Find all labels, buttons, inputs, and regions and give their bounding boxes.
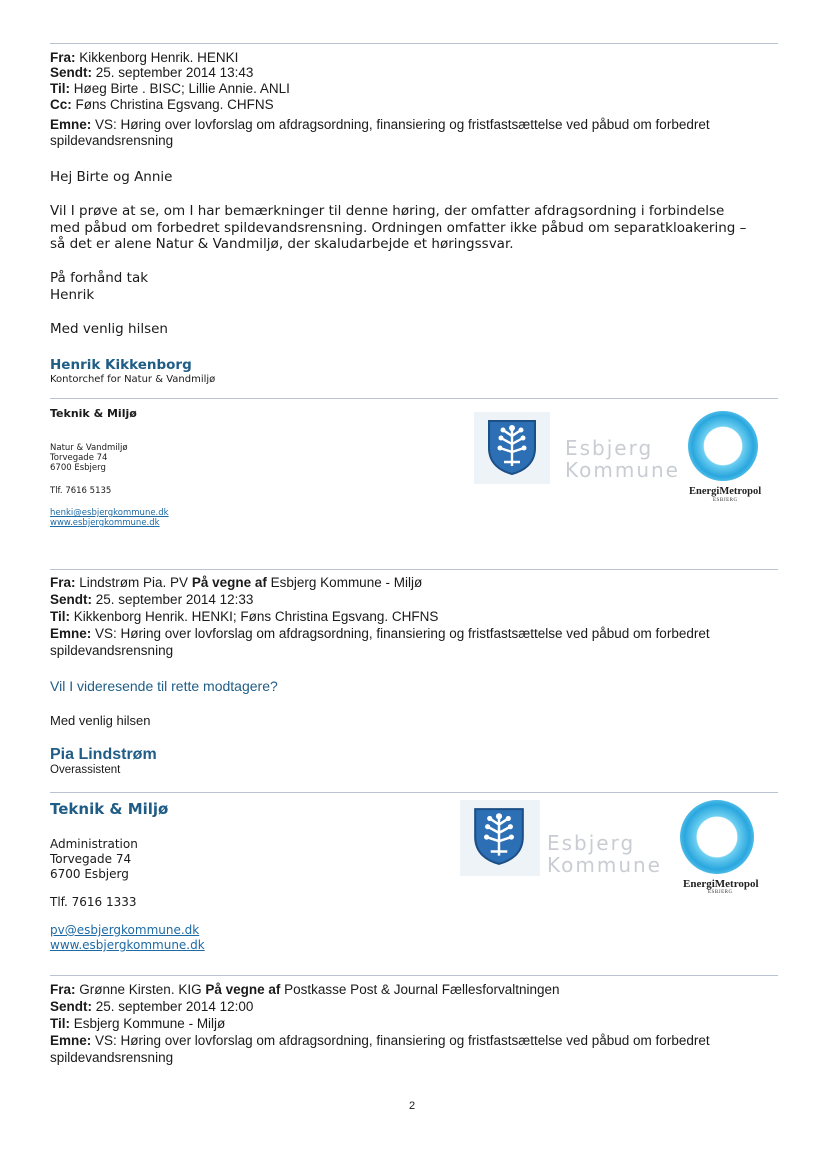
email3-from (50, 982, 560, 997)
org-name: Teknik & Miljø (50, 407, 137, 420)
to-label: Til: (50, 1016, 70, 1031)
separator-rule (50, 398, 778, 399)
separator-rule (50, 792, 778, 793)
email1-to (50, 81, 290, 96)
from-value: Lindstrøm Pia. PV (79, 575, 189, 590)
sent-label: Sendt: (50, 999, 92, 1014)
signature-title: Overassistent (50, 764, 121, 776)
web-link[interactable]: www.esbjergkommune.dk (50, 518, 160, 528)
from-value: Grønne Kirsten. KIG (79, 982, 202, 997)
forward-request: Vil I videresende til rette modtagere? (50, 678, 278, 694)
thanks-line: På forhånd tak (50, 270, 149, 286)
esbjerg-crest-icon (486, 418, 538, 476)
email1-cc (50, 97, 274, 112)
phone: Tlf. 7616 5135 (50, 486, 112, 496)
address-line: Torvegade 74 (50, 453, 108, 463)
from-label: Fra: (50, 982, 76, 997)
address-line: 6700 Esbjerg (50, 867, 129, 881)
energimetropol-ring-icon (680, 800, 754, 874)
sent-value: 25. september 2014 12:00 (95, 999, 254, 1014)
email1-subject-cont: spildevandsrensning (50, 133, 174, 148)
from-label: Fra: (50, 50, 76, 65)
body-line: Vil I prøve at se, om I har bemærkninger til denne høring, der omfatter afdragsordning i forbindelse (50, 203, 725, 219)
web-link[interactable]: www.esbjergkommune.dk (50, 938, 205, 952)
esbjerg-wordmark (565, 437, 680, 481)
address-line: 6700 Esbjerg (50, 463, 106, 473)
on-behalf-label: På vegne af (191, 575, 267, 590)
cc-label: Cc: (50, 97, 72, 112)
email1-address (50, 443, 128, 473)
separator-rule (50, 569, 778, 570)
on-behalf-value: Postkasse Post & Journal Fællesforvaltningen (284, 982, 560, 997)
wordmark-line: Esbjerg (547, 831, 636, 855)
email1-thanks (50, 270, 148, 303)
esbjerg-wordmark (547, 832, 662, 876)
wordmark-line: Kommune (565, 458, 680, 482)
energimetropol-name: EnergiMetropol (689, 486, 762, 497)
separator-rule (50, 43, 778, 44)
to-label: Til: (50, 609, 70, 624)
on-behalf-label: På vegne af (205, 982, 281, 997)
signature-name: Pia Lindstrøm (50, 746, 157, 763)
sent-label: Sendt: (50, 592, 92, 607)
email1-closing: Med venlig hilsen (50, 321, 168, 337)
email1-from (50, 50, 238, 65)
energimetropol-sub: ESBJERG (713, 498, 738, 503)
separator-rule (50, 975, 778, 976)
email2-sent (50, 592, 253, 607)
subject-value: VS: Høring over lovforslag om afdragsordning, finansiering og fristfastsættelse ved påbud om forbedret (95, 626, 710, 641)
wordmark-line: Kommune (547, 853, 662, 877)
to-label: Til: (50, 81, 70, 96)
energimetropol-name: EnergiMetropol (683, 878, 759, 890)
address-line: Torvegade 74 (50, 852, 132, 866)
email2-subject (50, 626, 710, 641)
signoff-name: Henrik (50, 286, 95, 303)
sent-value: 25. september 2014 13:43 (95, 65, 254, 80)
esbjerg-crest-icon (472, 806, 526, 866)
wordmark-line: Esbjerg (565, 436, 654, 460)
greeting: Hej Birte og Annie (50, 169, 173, 185)
signature-title: Kontorchef for Natur & Vandmiljø (50, 374, 216, 385)
email3-sent (50, 999, 253, 1014)
energimetropol-sub: ESBJERG (708, 890, 733, 895)
email2-from (50, 575, 422, 590)
email1-body (50, 203, 790, 253)
email1-subject (50, 117, 710, 132)
email3-to (50, 1016, 225, 1031)
email-link[interactable]: pv@esbjergkommune.dk (50, 923, 200, 937)
subject-value: VS: Høring over lovforslag om afdragsordning, finansiering og fristfastsættelse ved påbud om forbedret (95, 1033, 710, 1048)
to-value: Høeg Birte . BISC; Lillie Annie. ANLI (73, 81, 290, 96)
signature-name: Henrik Kikkenborg (50, 357, 192, 373)
subject-label: Emne: (50, 117, 92, 132)
sent-label: Sendt: (50, 65, 92, 80)
sent-value: 25. september 2014 12:33 (95, 592, 254, 607)
email2-to (50, 609, 438, 624)
email2-address (50, 837, 138, 882)
address-line: Administration (50, 837, 138, 851)
email3-subject (50, 1033, 710, 1048)
to-value: Esbjerg Kommune - Miljø (73, 1016, 226, 1031)
address-line: Natur & Vandmiljø (50, 443, 128, 453)
org-name: Teknik & Miljø (50, 800, 169, 818)
email1-sent (50, 65, 253, 80)
subject-label: Emne: (50, 1033, 92, 1048)
email3-subject-cont: spildevandsrensning (50, 1050, 174, 1065)
energimetropol-ring-icon (688, 411, 758, 481)
from-value: Kikkenborg Henrik. HENKI (79, 50, 239, 65)
subject-value: VS: Høring over lovforslag om afdragsordning, finansiering og fristfastsættelse ved påbud om forbedret (95, 117, 710, 132)
on-behalf-value: Esbjerg Kommune - Miljø (270, 575, 423, 590)
email2-subject-cont: spildevandsrensning (50, 643, 174, 658)
body-line: med påbud om forbedret spildevandsrensning. Ordningen omfatter ikke påbud om separatkloakering – (50, 219, 747, 236)
email2-closing: Med venlig hilsen (50, 713, 151, 728)
to-value: Kikkenborg Henrik. HENKI; Føns Christina Egsvang. CHFNS (73, 609, 439, 624)
email-link[interactable]: henki@esbjergkommune.dk (50, 508, 169, 518)
from-label: Fra: (50, 575, 76, 590)
page-number: 2 (409, 1100, 416, 1112)
subject-label: Emne: (50, 626, 92, 641)
phone: Tlf. 7616 1333 (50, 895, 137, 909)
cc-value: Føns Christina Egsvang. CHFNS (75, 97, 274, 112)
body-line: så det er alene Natur & Vandmiljø, der skaludarbejde et høringssvar. (50, 236, 514, 252)
